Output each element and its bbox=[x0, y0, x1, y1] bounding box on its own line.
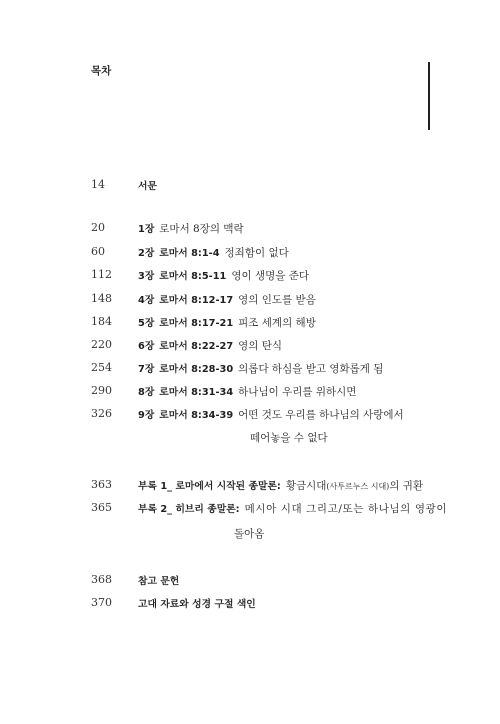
chapter-title: 정죄함이 없다 bbox=[224, 247, 289, 259]
entry bbox=[138, 292, 316, 307]
appendix-title-continuation: 돌아옴 bbox=[234, 528, 265, 540]
page-number: 290 bbox=[91, 384, 112, 397]
references-title: 참고 문헌 bbox=[138, 576, 180, 587]
scripture-ref: 로마서 8:22-27 bbox=[159, 341, 234, 352]
entry bbox=[138, 178, 157, 192]
chapter-number: 8장 bbox=[138, 387, 155, 398]
toc-row-appendix-1[interactable] bbox=[0, 478, 500, 496]
toc-row-chapter-8[interactable] bbox=[0, 384, 500, 402]
page-number: 148 bbox=[91, 292, 112, 305]
chapter-title: 하나님이 우리를 위하시면 bbox=[238, 386, 357, 398]
chapter-title: 로마서 8장의 맥락 bbox=[159, 223, 244, 235]
entry bbox=[138, 573, 179, 587]
chapter-number: 6장 bbox=[138, 341, 155, 352]
chapter-number: 5장 bbox=[138, 318, 155, 329]
entry bbox=[138, 221, 244, 236]
chapter-title-continuation: 떼어놓을 수 없다 bbox=[250, 432, 328, 444]
scripture-ref: 로마서 8:34-39 bbox=[159, 410, 234, 421]
page-number: 112 bbox=[91, 268, 112, 281]
chapter-title: 어떤 것도 우리를 하나님의 사랑에서 bbox=[238, 409, 404, 421]
page-number: 14 bbox=[91, 178, 105, 191]
chapter-number: 1장 bbox=[138, 224, 155, 235]
page-number: 184 bbox=[91, 315, 112, 328]
appendix-title-end: 의 귀환 bbox=[389, 480, 424, 492]
toc-row-references[interactable] bbox=[0, 573, 500, 591]
appendix-label: 부록 1_ 로마에서 시작된 종말론: bbox=[138, 481, 281, 492]
index-title: 고대 자료와 성경 구절 색인 bbox=[138, 599, 256, 610]
toc-row-chapter-9[interactable] bbox=[0, 407, 500, 425]
chapter-title: 영의 탄식 bbox=[238, 340, 283, 352]
entry bbox=[138, 338, 282, 353]
chapter-number: 2장 bbox=[138, 248, 155, 259]
chapter-number: 7장 bbox=[138, 364, 155, 375]
chapter-title: 의롭다 하심을 받고 영화롭게 됨 bbox=[238, 363, 384, 375]
page-number: 368 bbox=[91, 573, 112, 586]
appendix-title: 메시아 시대 그리고/또는 하나님의 영광이 bbox=[244, 503, 448, 515]
page-number: 20 bbox=[91, 221, 105, 234]
chapter-number: 9장 bbox=[138, 410, 155, 421]
toc-row-appendix-2-cont bbox=[0, 526, 500, 544]
entry bbox=[138, 478, 423, 493]
scripture-ref: 로마서 8:1-4 bbox=[159, 248, 220, 259]
entry bbox=[138, 384, 356, 399]
page-number: 60 bbox=[91, 245, 105, 258]
entry bbox=[138, 245, 289, 260]
scripture-ref: 로마서 8:31-34 bbox=[159, 387, 234, 398]
chapter-title: 영이 생명을 준다 bbox=[231, 270, 310, 282]
toc-row-chapter-9-cont bbox=[0, 430, 500, 448]
toc-row-chapter-2[interactable] bbox=[0, 245, 500, 263]
appendix-title: 황금시대 bbox=[285, 480, 327, 492]
entry bbox=[138, 268, 309, 283]
toc-row-intro[interactable] bbox=[0, 178, 500, 196]
entry bbox=[138, 407, 404, 422]
scripture-ref: 로마서 8:5-11 bbox=[159, 271, 227, 282]
toc-row-chapter-1[interactable] bbox=[0, 221, 500, 239]
page-number: 370 bbox=[91, 596, 112, 609]
page-number: 254 bbox=[91, 361, 112, 374]
toc-row-appendix-2[interactable] bbox=[0, 501, 500, 519]
scripture-ref: 로마서 8:17-21 bbox=[159, 318, 234, 329]
toc-row-chapter-3[interactable] bbox=[0, 268, 500, 286]
chapter-number: 4장 bbox=[138, 295, 155, 306]
entry bbox=[138, 315, 316, 330]
toc-row-chapter-6[interactable] bbox=[0, 338, 500, 356]
page-number: 326 bbox=[91, 407, 112, 420]
page-number: 363 bbox=[91, 478, 112, 491]
toc-heading: 목차 bbox=[91, 65, 112, 77]
chapter-number: 3장 bbox=[138, 271, 155, 282]
page-number: 220 bbox=[91, 338, 112, 351]
toc-row-chapter-4[interactable] bbox=[0, 292, 500, 310]
entry bbox=[138, 596, 256, 610]
toc-row-index[interactable] bbox=[0, 596, 500, 614]
scripture-ref: 로마서 8:12-17 bbox=[159, 295, 234, 306]
scripture-ref: 로마서 8:28-30 bbox=[159, 364, 234, 375]
page-number: 365 bbox=[91, 501, 112, 514]
appendix-title-note: (사투르누스 시대) bbox=[326, 482, 390, 491]
toc-row-chapter-7[interactable] bbox=[0, 361, 500, 379]
chapter-title: 영의 인도를 받음 bbox=[238, 294, 316, 306]
entry bbox=[138, 361, 383, 376]
appendix-label: 부록 2_ 히브리 종말론: bbox=[138, 504, 240, 515]
chapter-title: 피조 세계의 해방 bbox=[238, 317, 316, 329]
intro-title: 서문 bbox=[138, 181, 157, 192]
toc-row-chapter-5[interactable] bbox=[0, 315, 500, 333]
entry bbox=[138, 501, 447, 516]
